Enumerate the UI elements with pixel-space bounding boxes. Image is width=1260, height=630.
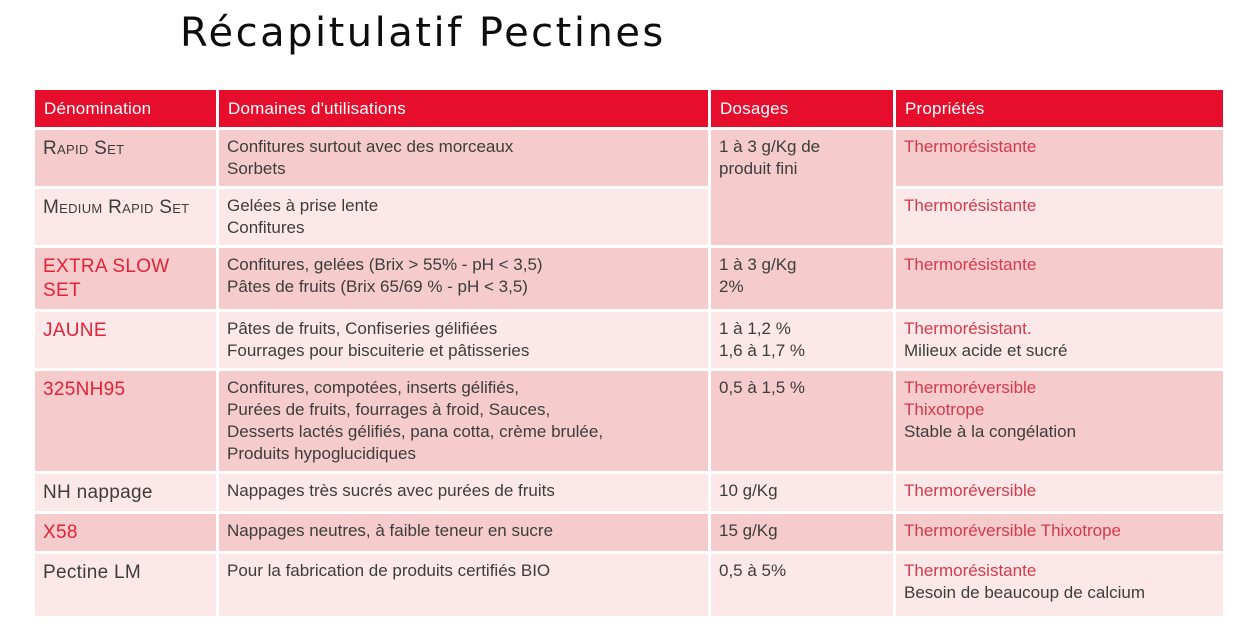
cell-domains (219, 130, 708, 186)
cell-denomination: NH nappage (35, 474, 216, 511)
cell-denomination: 325NH95 (35, 371, 216, 471)
cell-domains (219, 189, 708, 245)
cell-dosage (711, 474, 893, 511)
table-row (35, 130, 1223, 186)
dosage-line: 1 à 3 g/Kg (719, 255, 797, 274)
table-row (35, 514, 1223, 551)
domain-line: Sorbets (227, 159, 286, 178)
cell-dosage (711, 371, 893, 471)
table-row (35, 312, 1223, 368)
col-header-dosages: Dosages (711, 90, 893, 127)
cell-denomination: Rapid Set (35, 130, 216, 186)
property-line: Thermorésistante (904, 196, 1037, 215)
table-header-row (35, 90, 1223, 127)
dosage-line: 0,5 à 1,5 % (719, 378, 806, 397)
cell-properties (896, 474, 1223, 511)
table-row (35, 248, 1223, 309)
pectines-table (32, 87, 1226, 619)
col-header-denomination: Dénomination (35, 90, 216, 127)
col-header-domaines: Domaines d'utilisations (219, 90, 708, 127)
domain-line: Fourrages pour biscuiterie et pâtisseries (227, 341, 530, 360)
dosage-line: 10 g/Kg (719, 481, 778, 500)
property-line: Besoin de beaucoup de calcium (904, 583, 1145, 602)
cell-denomination: JAUNE (35, 312, 216, 368)
cell-domains (219, 514, 708, 551)
domain-line: Confitures surtout avec des morceaux (227, 137, 514, 156)
cell-properties (896, 371, 1223, 471)
dosage-line: 1 à 1,2 % (719, 319, 791, 338)
domain-line: Produits hypoglucidiques (227, 444, 417, 463)
table-row (35, 371, 1223, 471)
cell-denomination: X58 (35, 514, 216, 551)
dosage-line: 15 g/Kg (719, 521, 778, 540)
property-line: Thermorésistante (904, 255, 1037, 274)
domain-line: Pour la fabrication de produits certifiés BIO (227, 561, 551, 580)
cell-dosage (711, 312, 893, 368)
property-line: Stable à la congélation (904, 422, 1077, 441)
domain-line: Gelées à prise lente (227, 196, 379, 215)
domain-line: Confitures, compotées, inserts gélifiés, (227, 378, 519, 397)
domain-line: Nappages neutres, à faible teneur en sucre (227, 521, 554, 540)
domain-line: Desserts lactés gélifiés, pana cotta, crème brulée, (227, 422, 604, 441)
dosage-line: 1,6 à 1,7 % (719, 341, 806, 360)
property-line: Thermoréversible (904, 378, 1037, 397)
cell-domains (219, 248, 708, 309)
table-row (35, 189, 1223, 245)
property-line: Thermoréversible Thixotrope (904, 521, 1121, 540)
dosage-line: 1 à 3 g/Kg de (719, 137, 821, 156)
property-line: Thermorésistant. (904, 319, 1032, 338)
col-header-proprietes: Propriétés (896, 90, 1223, 127)
property-line: Milieux acide et sucré (904, 341, 1068, 360)
domain-line: Nappages très sucrés avec purées de fruits (227, 481, 555, 500)
domain-line: Pâtes de fruits, Confiseries gélifiées (227, 319, 498, 338)
cell-properties (896, 189, 1223, 245)
cell-domains (219, 312, 708, 368)
cell-domains (219, 474, 708, 511)
property-line: Thermorésistante (904, 137, 1037, 156)
cell-dosage-merged (711, 130, 893, 245)
cell-domains (219, 371, 708, 471)
domain-line: Purées de fruits, fourrages à froid, Sauces, (227, 400, 551, 419)
cell-properties (896, 514, 1223, 551)
page-title: Récapitulatif Pectines (180, 10, 666, 56)
dosage-line: produit fini (719, 159, 798, 178)
cell-dosage (711, 514, 893, 551)
table-row (35, 474, 1223, 511)
property-line: Thixotrope (904, 400, 985, 419)
cell-denomination: EXTRA SLOW SET (35, 248, 216, 309)
cell-dosage (711, 248, 893, 309)
cell-properties (896, 312, 1223, 368)
domain-line: Confitures, gelées (Brix > 55% - pH < 3,5) (227, 255, 543, 274)
cell-denomination: Medium Rapid Set (35, 189, 216, 245)
cell-properties (896, 248, 1223, 309)
domain-line: Confitures (227, 218, 305, 237)
cell-properties (896, 554, 1223, 616)
cell-properties (896, 130, 1223, 186)
dosage-line: 0,5 à 5% (719, 561, 787, 580)
dosage-line: 2% (719, 277, 744, 296)
domain-line: Pâtes de fruits (Brix 65/69 % - pH < 3,5) (227, 277, 528, 296)
table-row (35, 554, 1223, 616)
property-line: Thermoréversible (904, 481, 1037, 500)
cell-domains (219, 554, 708, 616)
cell-denomination: Pectine LM (35, 554, 216, 616)
cell-dosage (711, 554, 893, 616)
property-line: Thermorésistante (904, 561, 1037, 580)
